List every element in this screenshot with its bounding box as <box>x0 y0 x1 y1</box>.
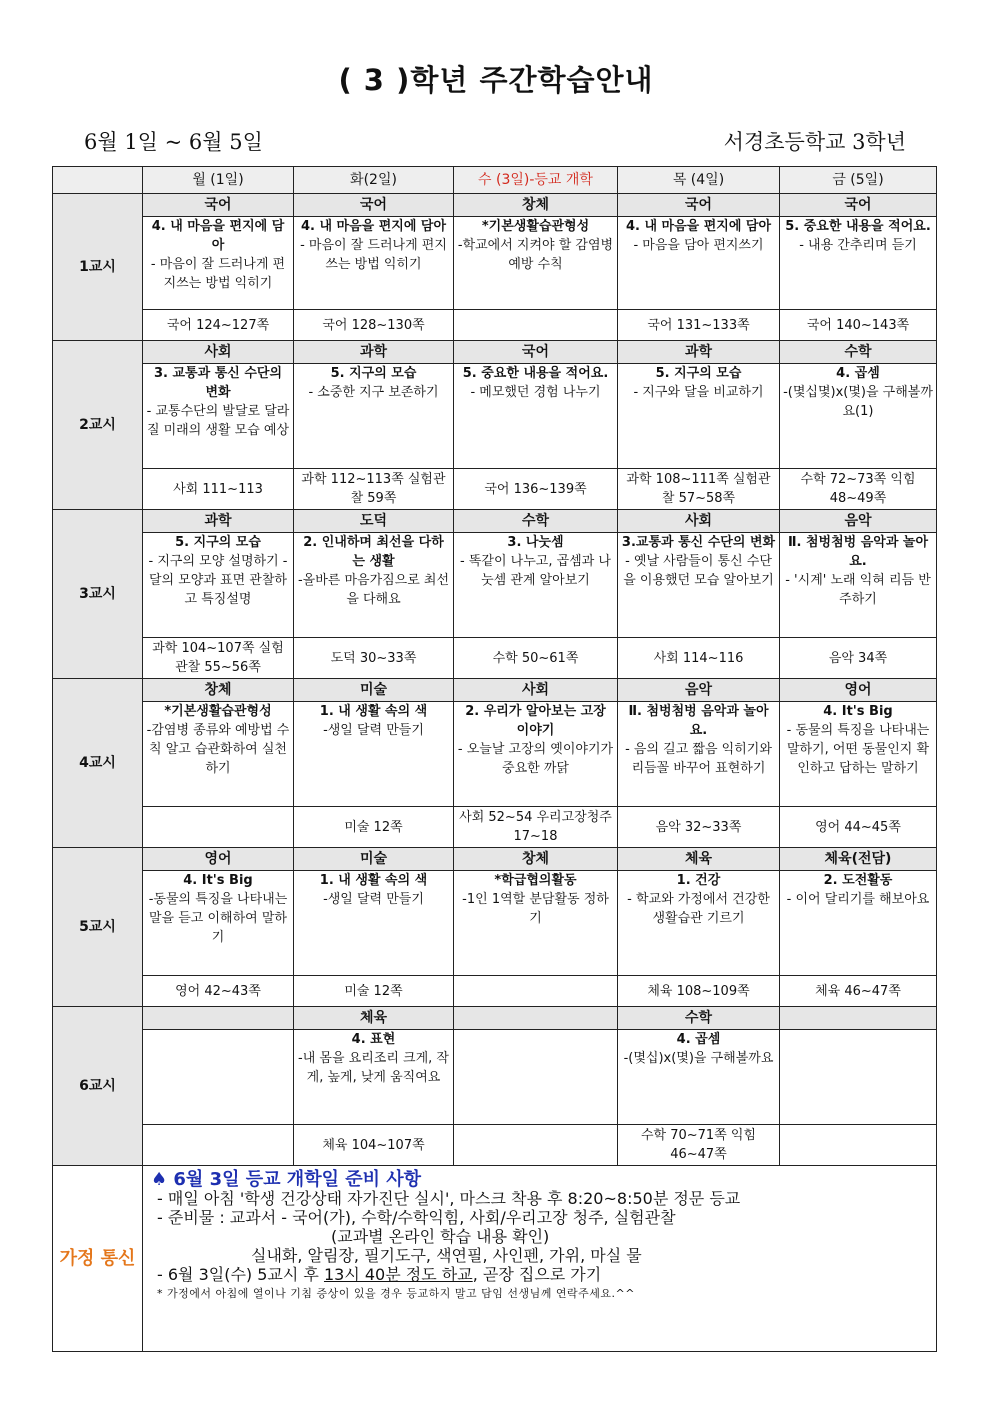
lesson-row <box>53 533 937 638</box>
lesson-cell-tue <box>294 702 454 807</box>
lesson-description: - 지구와 달을 비교하기 <box>633 385 764 400</box>
textbook-pages-tue: 국어 128~130쪽 <box>294 310 454 341</box>
home-notice-label: 가정 통신 <box>53 1166 143 1352</box>
lesson-cell-fri <box>780 871 937 976</box>
textbook-row <box>53 638 937 679</box>
day-wed: 수 (3일)-등교 개학 <box>454 167 618 194</box>
schedule-body <box>53 167 937 1352</box>
textbook-pages-wed: 국어 136~139쪽 <box>454 469 618 510</box>
subject-thu: 음악 <box>618 679 780 702</box>
lesson-cell-mon <box>143 533 294 638</box>
textbook-pages-thu: 수학 70~71쪽 익힘 46~47쪽 <box>618 1125 780 1166</box>
lesson-description: -학교에서 지켜야 할 감염병 예방 수칙 <box>457 238 614 272</box>
lesson-description: -(몇십몇)x(몇)을 구해볼까요(1) <box>783 385 933 419</box>
day-tue: 화(2일) <box>294 167 454 194</box>
school-name: 서경초등학교 3학년 <box>723 130 906 154</box>
textbook-pages-wed <box>454 310 618 341</box>
lesson-description: - '시계' 노래 익혀 리듬 반주하기 <box>785 573 931 607</box>
date-range: 6월 1일 ~ 6월 5일 <box>84 130 263 154</box>
home-notice-content <box>143 1166 937 1352</box>
textbook-pages-thu: 사회 114~116 <box>618 638 780 679</box>
lesson-cell-fri <box>780 702 937 807</box>
unit-title: 5. 지구의 모습 <box>330 366 417 381</box>
day-header-row <box>53 167 937 194</box>
lesson-cell-tue <box>294 364 454 469</box>
notice-heading: ♠ 6월 3일 등교 개학일 준비 사항 <box>151 1169 422 1190</box>
lesson-cell-thu <box>618 364 780 469</box>
unit-title: Ⅱ. 첨벙첨벙 음악과 놀아요. <box>628 704 769 738</box>
notice-line <box>151 1265 928 1284</box>
lesson-cell-mon <box>143 1030 294 1125</box>
textbook-pages-wed: 수학 50~61쪽 <box>454 638 618 679</box>
lesson-description: - 학교와 가정에서 건강한 생활습관 기르기 <box>627 892 770 926</box>
lesson-description: - 음의 길고 짧음 익히기와 리듬꼴 바꾸어 표현하기 <box>625 742 772 776</box>
unit-title: 3. 나눗셈 <box>507 535 564 550</box>
lesson-description: -감염병 종류와 예방법 수칙 알고 습관화하여 실천하기 <box>146 723 290 776</box>
subject-tue: 미술 <box>294 679 454 702</box>
subject-wed <box>454 1007 618 1030</box>
unit-title: *학급협의활동 <box>494 873 577 888</box>
subject-thu: 사회 <box>618 510 780 533</box>
lesson-cell-thu <box>618 1030 780 1125</box>
page-title: ( 3 )학년 주간학습안내 <box>338 63 654 97</box>
textbook-pages-wed: 사회 52~54 우리고장청주 17~18 <box>454 807 618 848</box>
unit-title: 3.교통과 통신 수단의 변화 <box>621 535 776 550</box>
lesson-cell-tue <box>294 217 454 310</box>
textbook-pages-thu: 체육 108~109쪽 <box>618 976 780 1007</box>
lesson-cell-mon <box>143 871 294 976</box>
day-fri: 금 (5일) <box>780 167 937 194</box>
unit-title: 1. 내 생활 속의 색 <box>319 704 428 719</box>
lesson-cell-thu <box>618 702 780 807</box>
unit-title: 4. 내 마음을 편지에 담아 <box>625 219 772 234</box>
lesson-row <box>53 364 937 469</box>
textbook-row <box>53 1125 937 1166</box>
lesson-description: - 마음이 잘 드러나게 편지쓰는 방법 익히기 <box>150 257 286 291</box>
textbook-pages-wed <box>454 976 618 1007</box>
lesson-cell-mon <box>143 364 294 469</box>
lesson-description: - 내용 간추리며 듣기 <box>799 238 917 253</box>
subject-fri: 수학 <box>780 341 937 364</box>
textbook-pages-fri: 국어 140~143쪽 <box>780 310 937 341</box>
lesson-description: - 소중한 지구 보존하기 <box>308 385 439 400</box>
lesson-description: - 똑같이 나누고, 곱셈과 나눗셈 관계 알아보기 <box>460 554 611 588</box>
unit-title: 2. 인내하며 최선을 다하는 생활 <box>303 535 444 569</box>
lesson-cell-tue <box>294 871 454 976</box>
lesson-cell-fri <box>780 217 937 310</box>
lesson-cell-thu <box>618 871 780 976</box>
subject-mon: 창체 <box>143 679 294 702</box>
lesson-cell-fri <box>780 533 937 638</box>
subject-wed: 국어 <box>454 341 618 364</box>
textbook-row <box>53 807 937 848</box>
subject-tue: 국어 <box>294 194 454 217</box>
lesson-cell-fri <box>780 1030 937 1125</box>
unit-title: 4. 곱셈 <box>836 366 880 381</box>
lesson-description: -1인 1역할 분담활동 정하기 <box>462 892 609 926</box>
lesson-cell-wed <box>454 1030 618 1125</box>
subject-wed: 창체 <box>454 848 618 871</box>
notice-footnote: * 가정에서 아침에 열이나 기침 증상이 있을 경우 등교하지 말고 담임 선생님께 연락주세요.^^ <box>157 1287 635 1300</box>
lesson-description: - 옛날 사람들이 통신 수단을 이용했던 모습 알아보기 <box>623 554 774 588</box>
unit-title: 4. 내 마음을 편지에 담아 <box>300 219 447 234</box>
subject-fri: 영어 <box>780 679 937 702</box>
unit-title: 2. 도전활동 <box>823 873 893 888</box>
corner-cell <box>53 167 143 194</box>
lesson-cell-mon <box>143 702 294 807</box>
textbook-pages-tue: 과학 112~113쪽 실험관찰 59쪽 <box>294 469 454 510</box>
subject-wed: 수학 <box>454 510 618 533</box>
subject-row <box>53 194 937 217</box>
unit-title: *기본생활습관형성 <box>164 704 272 719</box>
lesson-cell-wed <box>454 871 618 976</box>
subject-tue: 과학 <box>294 341 454 364</box>
lesson-row <box>53 1030 937 1125</box>
period-label: 2교시 <box>53 341 143 510</box>
subject-tue: 도덕 <box>294 510 454 533</box>
subject-wed: 창체 <box>454 194 618 217</box>
notice-text: , 곧장 집으로 가기 <box>472 1265 602 1284</box>
textbook-pages-wed <box>454 1125 618 1166</box>
subject-row <box>53 679 937 702</box>
textbook-pages-thu: 과학 108~111쪽 실험관찰 57~58쪽 <box>618 469 780 510</box>
lesson-row <box>53 871 937 976</box>
unit-title: 3. 교통과 통신 수단의 변화 <box>153 366 283 400</box>
notice-text: - 6월 3일(수) 5교시 후 <box>157 1265 324 1284</box>
textbook-pages-mon: 과학 104~107쪽 실험관찰 55~56쪽 <box>143 638 294 679</box>
subject-mon: 사회 <box>143 341 294 364</box>
textbook-pages-tue: 도덕 30~33쪽 <box>294 638 454 679</box>
period-label: 6교시 <box>53 1007 143 1166</box>
textbook-row <box>53 976 937 1007</box>
subject-fri: 체육(전담) <box>780 848 937 871</box>
home-notice-row <box>53 1166 937 1352</box>
notice-line: - 준비물 : 교과서 - 국어(가), 수학/수학익힘, 사회/우리고장 청주, 실험관찰 <box>157 1208 676 1227</box>
lesson-description: - 교통수단의 발달로 달라질 미래의 생활 모습 예상 <box>146 404 290 438</box>
unit-title: 5. 지구의 모습 <box>175 535 261 550</box>
textbook-pages-fri: 영어 44~45쪽 <box>780 807 937 848</box>
textbook-pages-tue: 미술 12쪽 <box>294 807 454 848</box>
subject-row <box>53 848 937 871</box>
textbook-pages-mon: 영어 42~43쪽 <box>143 976 294 1007</box>
textbook-pages-mon: 사회 111~113 <box>143 469 294 510</box>
textbook-row <box>53 469 937 510</box>
subject-mon: 과학 <box>143 510 294 533</box>
lesson-cell-wed <box>454 533 618 638</box>
unit-title: 5. 중요한 내용을 적어요. <box>462 366 609 381</box>
subject-row <box>53 341 937 364</box>
lesson-row <box>53 217 937 310</box>
lesson-description: - 마음을 담아 편지쓰기 <box>633 238 764 253</box>
lesson-description: - 이어 달리기를 해보아요 <box>786 892 930 907</box>
notice-line: - 매일 아침 '학생 건강상태 자가진단 실시', 마스크 착용 후 8:20~8:50분 정문 등교 <box>157 1189 741 1208</box>
lesson-cell-wed <box>454 702 618 807</box>
lesson-cell-thu <box>618 533 780 638</box>
lesson-description: -동물의 특징을 나타내는 말을 듣고 이해하여 말하기 <box>148 892 288 945</box>
lesson-description: -내 몸을 요리조리 크게, 작게, 높게, 낮게 움직여요 <box>298 1051 449 1085</box>
lesson-description: - 메모했던 경험 나누기 <box>470 385 601 400</box>
lesson-cell-tue <box>294 1030 454 1125</box>
subject-fri: 음악 <box>780 510 937 533</box>
unit-title: 5. 지구의 모습 <box>655 366 742 381</box>
textbook-pages-thu: 국어 131~133쪽 <box>618 310 780 341</box>
period-label: 4교시 <box>53 679 143 848</box>
unit-title: 1. 건강 <box>676 873 721 888</box>
textbook-pages-tue: 미술 12쪽 <box>294 976 454 1007</box>
unit-title: 2. 우리가 알아보는 고장 이야기 <box>465 704 606 738</box>
subject-mon: 국어 <box>143 194 294 217</box>
textbook-pages-fri: 수학 72~73쪽 익힘 48~49쪽 <box>780 469 937 510</box>
subject-thu: 과학 <box>618 341 780 364</box>
notice-line: (교과별 온라인 학습 내용 확인) <box>331 1227 550 1246</box>
textbook-pages-fri <box>780 1125 937 1166</box>
unit-title: 5. 중요한 내용을 적어요. <box>785 219 931 234</box>
subject-row <box>53 1007 937 1030</box>
unit-title: 4. 표현 <box>351 1032 396 1047</box>
subject-wed: 사회 <box>454 679 618 702</box>
textbook-pages-fri: 음악 34쪽 <box>780 638 937 679</box>
lesson-description: - 지구의 모양 설명하기 - 달의 모양과 표면 관찰하고 특징설명 <box>148 554 288 607</box>
subject-tue: 체육 <box>294 1007 454 1030</box>
period-label: 5교시 <box>53 848 143 1007</box>
unit-title: Ⅱ. 첨벙첨벙 음악과 놀아요. <box>787 535 929 569</box>
notice-line: 실내화, 알림장, 필기도구, 색연필, 사인펜, 가위, 마실 물 <box>251 1246 642 1265</box>
day-mon: 월 (1일) <box>143 167 294 194</box>
period-label: 1교시 <box>53 194 143 341</box>
textbook-pages-fri: 체육 46~47쪽 <box>780 976 937 1007</box>
subject-fri: 국어 <box>780 194 937 217</box>
textbook-pages-tue: 체육 104~107쪽 <box>294 1125 454 1166</box>
unit-title: 1. 내 생활 속의 색 <box>319 873 428 888</box>
textbook-pages-mon <box>143 1125 294 1166</box>
dismissal-time: 13시 40분 정도 하교 <box>323 1265 473 1284</box>
lesson-cell-fri <box>780 364 937 469</box>
subject-mon: 영어 <box>143 848 294 871</box>
subject-mon <box>143 1007 294 1030</box>
subject-row <box>53 510 937 533</box>
textbook-row <box>53 310 937 341</box>
textbook-pages-mon: 국어 124~127쪽 <box>143 310 294 341</box>
lesson-cell-tue <box>294 533 454 638</box>
unit-title: *기본생활습관형성 <box>481 219 590 234</box>
subject-thu: 수학 <box>618 1007 780 1030</box>
subject-fri <box>780 1007 937 1030</box>
unit-title: 4. It's Big <box>183 873 253 888</box>
textbook-pages-thu: 음악 32~33쪽 <box>618 807 780 848</box>
subject-tue: 미술 <box>294 848 454 871</box>
lesson-description: -(몇십)x(몇)을 구해볼까요 <box>623 1051 774 1066</box>
unit-title: 4. 곱셈 <box>676 1032 721 1047</box>
lesson-description: - 오늘날 고장의 옛이야기가 중요한 까닭 <box>457 742 614 776</box>
textbook-pages-mon <box>143 807 294 848</box>
period-label: 3교시 <box>53 510 143 679</box>
lesson-description: - 마음이 잘 드러나게 편지쓰는 방법 익히기 <box>300 238 447 272</box>
subject-thu: 체육 <box>618 848 780 871</box>
weekly-schedule-table <box>52 166 937 1352</box>
lesson-description: - 동물의 특징을 나타내는 말하기, 어떤 동물인지 확인하고 답하는 말하기 <box>786 723 930 776</box>
lesson-cell-wed <box>454 217 618 310</box>
unit-title: 4. 내 마음을 편지에 담아 <box>151 219 285 253</box>
lesson-description: -생일 달력 만들기 <box>323 723 424 738</box>
lesson-row <box>53 702 937 807</box>
unit-title: 4. It's Big <box>823 704 893 719</box>
lesson-cell-mon <box>143 217 294 310</box>
lesson-cell-wed <box>454 364 618 469</box>
subject-thu: 국어 <box>618 194 780 217</box>
day-thu: 목 (4일) <box>618 167 780 194</box>
lesson-description: -올바른 마음가짐으로 최선을 다해요 <box>297 573 450 607</box>
lesson-description: -생일 달력 만들기 <box>323 892 424 907</box>
lesson-cell-thu <box>618 217 780 310</box>
